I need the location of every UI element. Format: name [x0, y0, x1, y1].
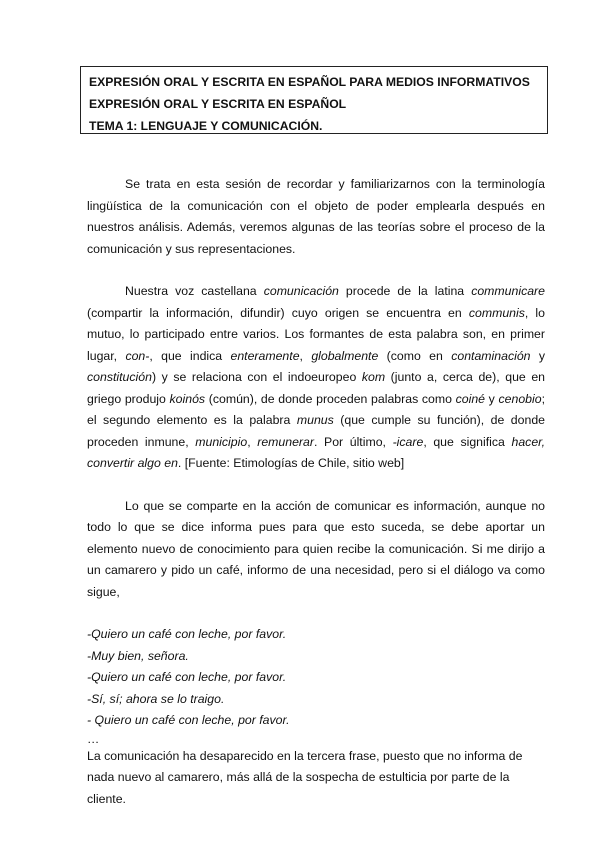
course-title: EXPRESIÓN ORAL Y ESCRITA EN ESPAÑOL PARA MEDIOS INFORMATIVOS [89, 75, 530, 89]
conclusion-paragraph: La comunicación ha desaparecido en la tercera frase, puesto que no informa de nada nuevo al camarero, más allá de la sospecha de estulticia por parte de la cliente. [87, 748, 523, 806]
body-text [87, 174, 545, 810]
intro-paragraph: Se trata en esta sesión de recordar y familiarizarnos con la terminología lingüística de la comunicación con el objeto de poder emplearla después en nuestros análisis. Además, veremos algunas de las teorías sobre el proceso de la comunicación y sus representaciones. [87, 177, 545, 256]
topic-title: TEMA 1: LENGUAJE Y COMUNICACIÓN. [89, 119, 323, 133]
dialog-example [87, 624, 545, 746]
dialog-line: -Quiero un café con leche, por favor. [87, 627, 287, 641]
dialog-line: -Sí, sí; ahora se lo traigo. [87, 691, 225, 706]
title-box [80, 66, 548, 134]
etymology-paragraph: Nuestra voz castellana comunicación procede de la latina communicare (compartir la información, difundir) cuyo origen se encuentra en communis, lo mutuo, lo participado entre varios. Los formantes de esta palabra son, en primer lugar, con-, que indica enteramente, globalmente (como en contaminación y constitución) y se relaciona con el indoeuropeo kom (junto a, cerca de), que en griego produjo koinós (común), de donde proceden palabras como coiné y cenobio; el segundo elemento es la palabra munus (que cumple su función), de donde proceden inmune, municipio, remunerar. Por último, -icare, que significa hacer, convertir algo en. [Fuente: Etimologías de Chile, sitio web] [87, 284, 546, 470]
ellipsis: … [87, 731, 100, 746]
dialog-line: - Quiero un café con leche, por favor. [87, 713, 290, 727]
subject-title: EXPRESIÓN ORAL Y ESCRITA EN ESPAÑOL [89, 97, 347, 111]
dialog-line: -Muy bien, señora. [87, 648, 189, 663]
information-paragraph: Lo que se comparte en la acción de comunicar es información, aunque no todo lo que se dice informa pues para que esto suceda, se debe aportar un elemento nuevo de conocimiento para quien recibe la comunicación. Si me dirijo a un camarero y pido un café, informo de una necesidad, pero si el diálogo va como sigue, [87, 498, 545, 599]
dialog-line: -Quiero un café con leche, por favor. [87, 670, 287, 684]
